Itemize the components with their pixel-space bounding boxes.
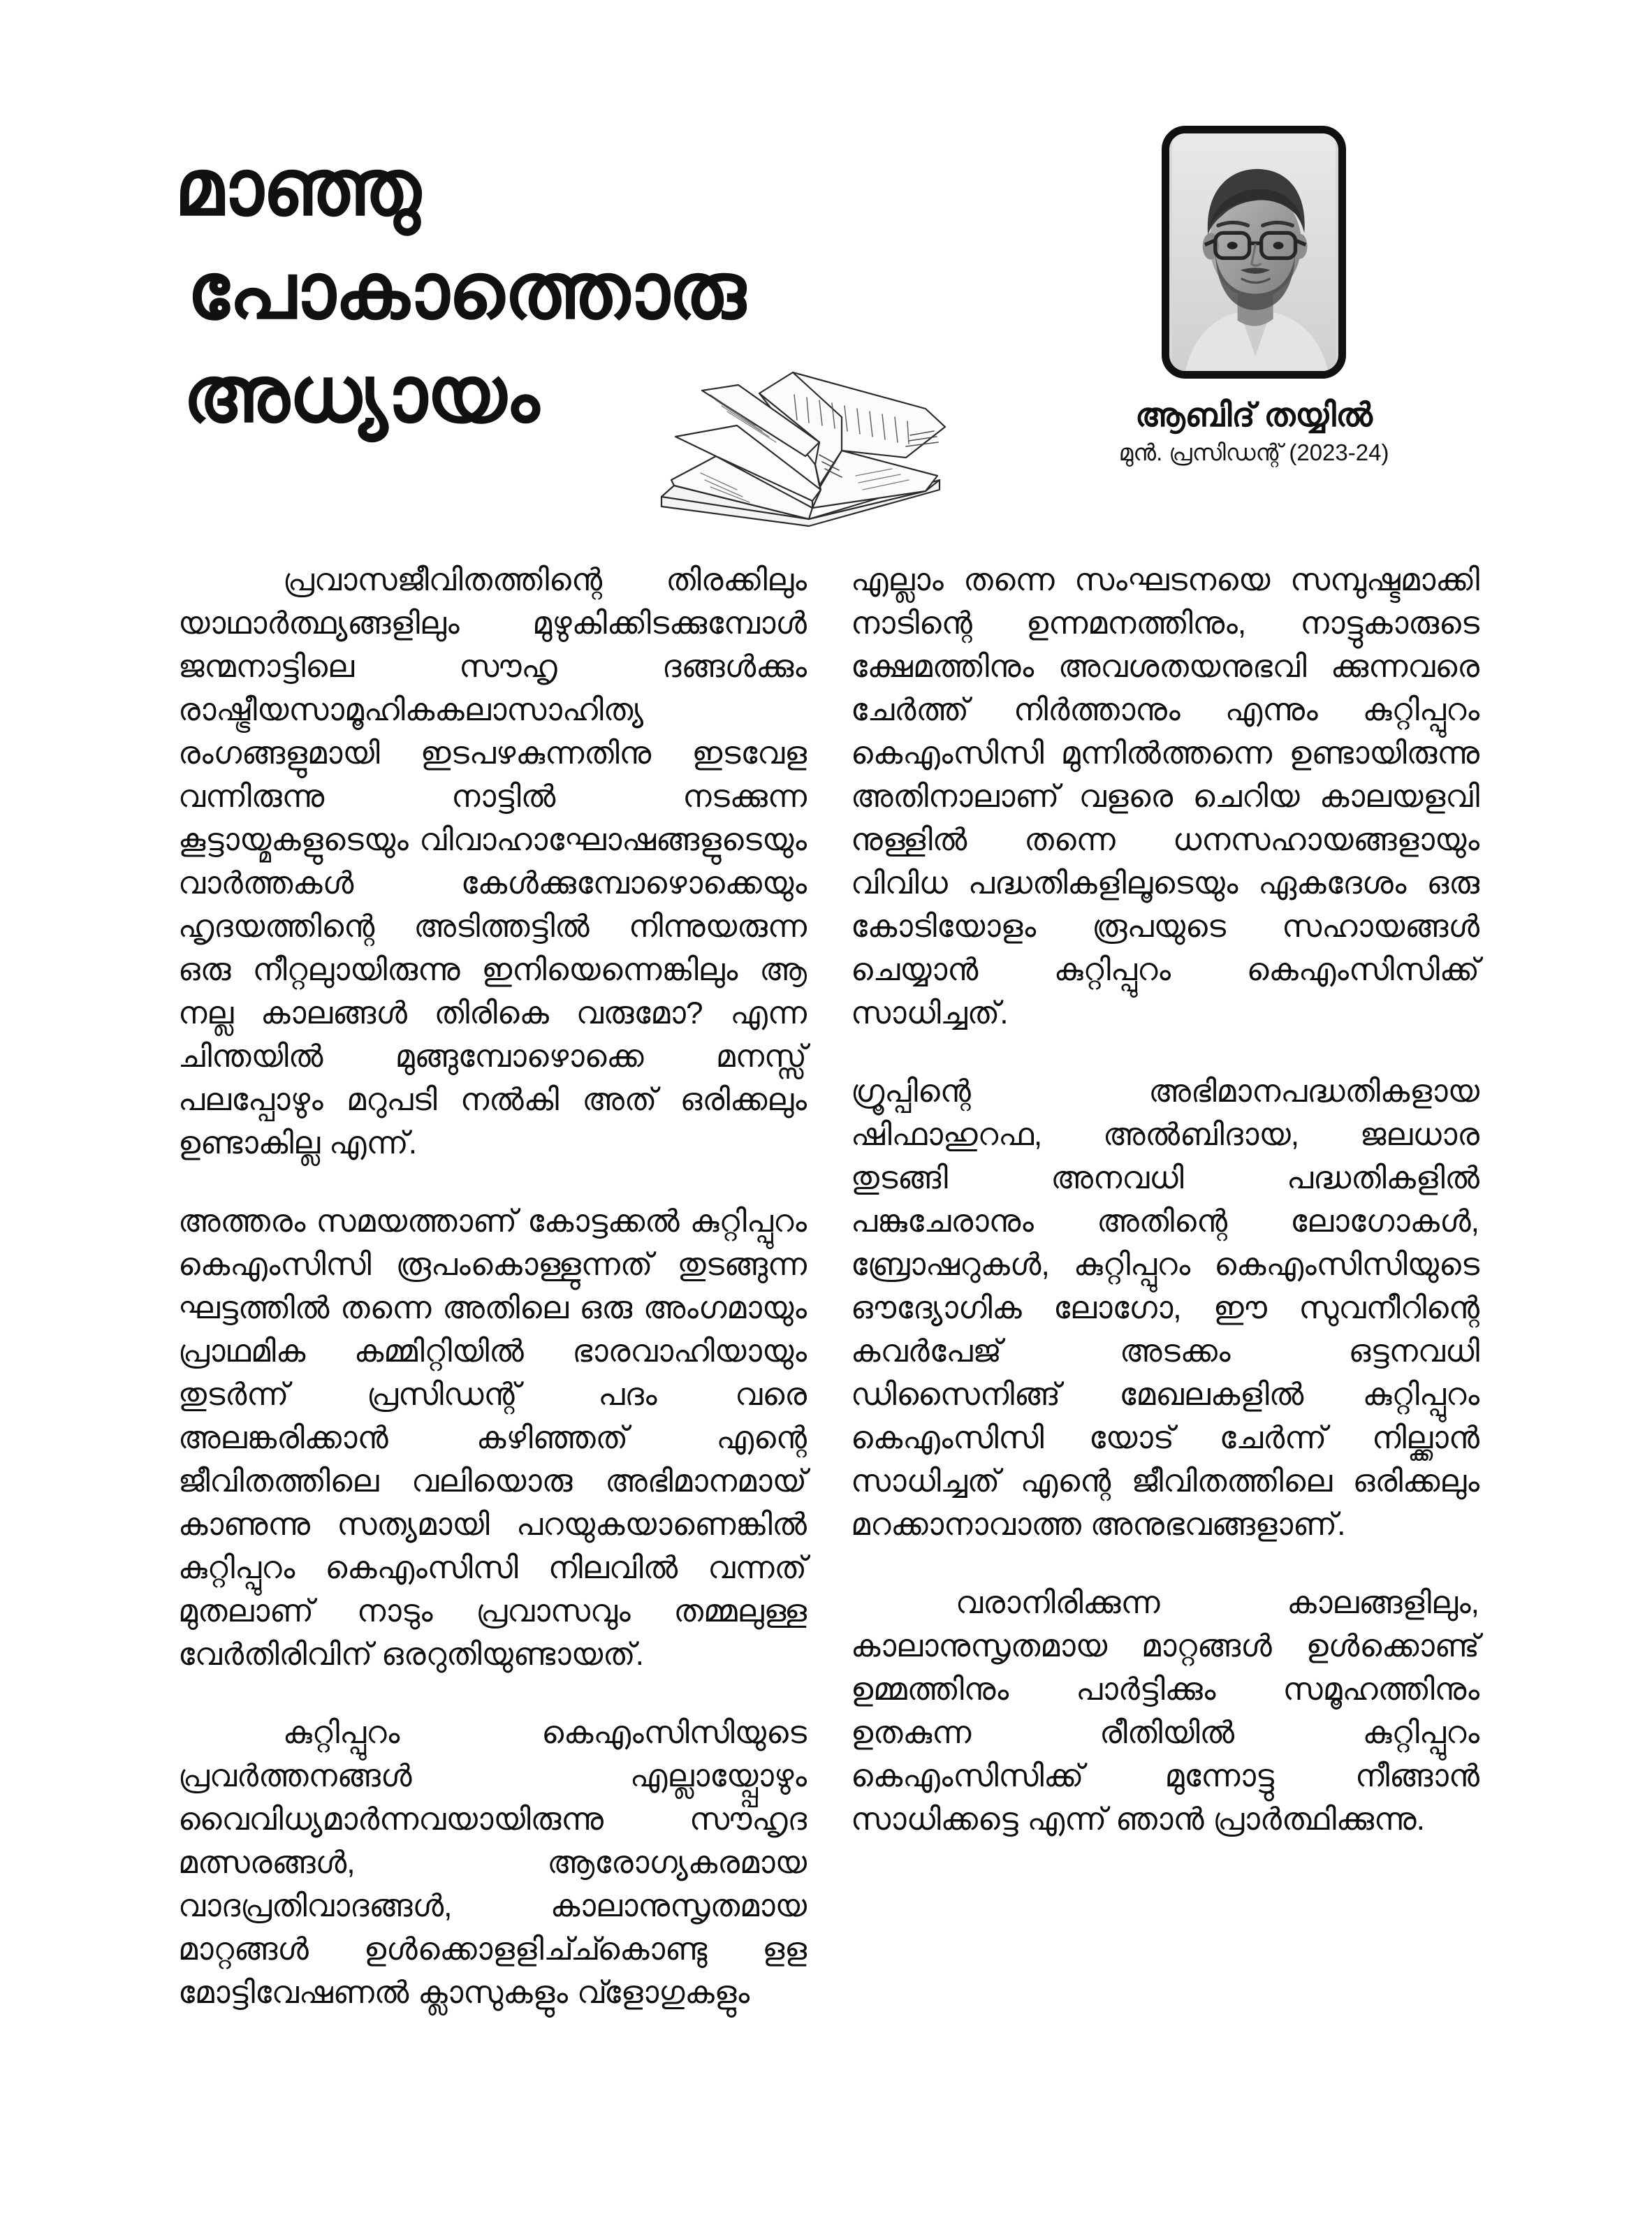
paragraph: പ്രവാസജീവിതത്തിന്റെ തിരക്കിലും യാഥാർത്ഥ്യങ്ങളിലും മുഴുകിക്കിടക്കുമ്പോൾ ജന്മനാട്ടിലെ സൗഹൃ ദങ്ങൾക്കും രാഷ്ട്രീയസാമൂഹികകലാസാഹിത്യ രംഗങ്ങളുമായി ഇടപഴകുന്നതിനു ഇടവേള വന്നിരുന്നു നാട്ടിൽ നടക്കുന്ന കൂട്ടായ്മകളുടെയും വിവാഹാഘോഷങ്ങളുടെയും വാർത്തകൾ കേൾക്കുമ്പോഴൊക്കെയും ഹൃദയത്തിന്റെ അടിത്തട്ടിൽ നിന്നുയരുന്ന ഒരു നീറ്റലുായിരുന്നു ഇനിയെന്നെങ്കിലും ആ നല്ല കാലങ്ങൾ തിരികെ വരുമോ? എന്ന ചിന്തയിൽ മുങ്ങുമ്പോഴൊക്കെ മനസ്സ് പലപ്പോഴും മറുപടി നൽകി അത് ഒരിക്കലും ഉണ്ടാകില്ല എന്ന്. xyxy=(178,563,807,1160)
paragraph: കുറ്റിപ്പുറം കെഎംസിസിയുടെ പ്രവർത്തനങ്ങൾ എല്ലായ്പ്പോഴും വൈവിധ്യമാർന്നവയായിരുന്നു സൗഹൃദ മത്സരങ്ങൾ, ആരോഗ്യകരമായ വാദപ്രതിവാദങ്ങൾ, കാലാനുസൃതമായ മാറ്റങ്ങൾ ഉൾക്കൊളളിച്ച്കൊണ്ടു ളള മോട്ടിവേഷണൽ ക്ലാസുകളും വ്ളോഗുകളും xyxy=(178,1716,807,2010)
paragraph: വരാനിരിക്കുന്ന കാലങ്ങളിലും, കാലാനുസൃതമായ മാറ്റങ്ങൾ ഉൾക്കൊണ്ട് ഉമ്മത്തിനും പാർട്ടിക്കും സമൂഹത്തിനും ഉതകുന്ന രീതിയിൽ കുറ്റിപ്പുറം കെഎംസിസിക്ക് മുന്നോട്ടു നീങ്ങാൻ സാധിക്കട്ടെ എന്ന് ഞാൻ പ്രാർത്ഥിക്കുന്നു. xyxy=(851,1586,1479,1837)
paragraph: അത്തരം സമയത്താണ് കോട്ടക്കൽ കുറ്റിപ്പുറം കെഎംസിസി രൂപംകൊള്ളുന്നത് തുടങ്ങുന്ന ഘട്ടത്തിൽ തന്നെ അതിലെ ഒരു അംഗമായും പ്രാഥമിക കമ്മിറ്റിയിൽ ഭാരവാഹിയായും തുടർന്ന് പ്രസിഡന്റ് പദം വരെ അലങ്കരിക്കാൻ കഴിഞ്ഞത് എന്റെ ജീവിതത്തിലെ വലിയൊരു അഭിമാനമായ് കാണുന്നു സത്യമായി പറയുകയാണെങ്കിൽ കുറ്റിപ്പുറം കെഎംസിസി നിലവിൽ വന്നത് മുതലാണ് നാടും പ്രവാസവും തമ്മലുള്ള വേർതിരിവിന് ഒരറുതിയുണ്ടായത്. xyxy=(178,1204,807,1672)
text-column-right xyxy=(851,559,1479,1842)
paragraph: ഗ്രൂപ്പിന്റെ അഭിമാനപദ്ധതികളായ ഷിഫാഹുറഫ, അൽബിദായ, ജലധാര തുടങ്ങി അനവധി പദ്ധതികളിൽ പങ്കുചേരാനും അതിന്റെ ലോഗോകൾ, ബ്രോഷറുകൾ, കുറ്റിപ്പുറം കെഎംസിസിയുടെ ഔദ്യോഗിക ലോഗോ, ഈ സുവനീറിന്റെ കവർപേജ് അടക്കം ഒട്ടനവധി ഡിസൈനിങ്ങ് മേഖലകളിൽ കുറ്റിപ്പുറം കെഎംസിസി യോട് ചേർന്ന് നില്ക്കാൻ സാധിച്ചത് എന്റെ ജീവിതത്തിലെ ഒരിക്കലും മറക്കാനാവാത്ത അനുഭവങ്ങളാണ്. xyxy=(851,1074,1479,1542)
author-role: മുൻ. പ്രസിഡന്റ് (2023-24) xyxy=(1118,439,1389,465)
page-title xyxy=(175,136,957,446)
author-byline xyxy=(1079,126,1428,465)
text-column-left xyxy=(178,559,807,2015)
title-line-2: പോകാത്തൊരു xyxy=(187,247,745,335)
author-name: ആബിദ് തയ്യിൽ xyxy=(1135,396,1373,433)
title-line-3: അധ്യായം xyxy=(183,350,539,438)
author-portrait xyxy=(1162,126,1346,379)
paragraph: എല്ലാം തന്നെ സംഘടനയെ സമ്പുഷ്ടമാക്കി നാടിന്റെ ഉന്നമനത്തിനും, നാട്ടുകാരുടെ ക്ഷേമത്തിനും അവശതയനുഭവി ക്കുന്നവരെ ചേർത്ത് നിർത്താനും എന്നും കുറ്റിപ്പുറം കെഎംസിസി മുന്നിൽത്തന്നെ ഉണ്ടായിരുന്നു അതിനാലാണ് വളരെ ചെറിയ കാലയളവി നുള്ളിൽ തന്നെ ധനസഹായങ്ങളായും വിവിധ പദ്ധതികളിലൂടെയും ഏകദേശം ഒരു കോടിയോളം രൂപയുടെ സഹായങ്ങൾ ചെയ്യാൻ കുറ്റിപ്പുറം കെഎംസിസിക്ക് സാധിച്ചത്. xyxy=(851,563,1479,1030)
article-header xyxy=(0,0,1652,552)
article-body xyxy=(0,559,1652,2237)
title-line-1: മാഞ്ഞു xyxy=(175,144,421,231)
